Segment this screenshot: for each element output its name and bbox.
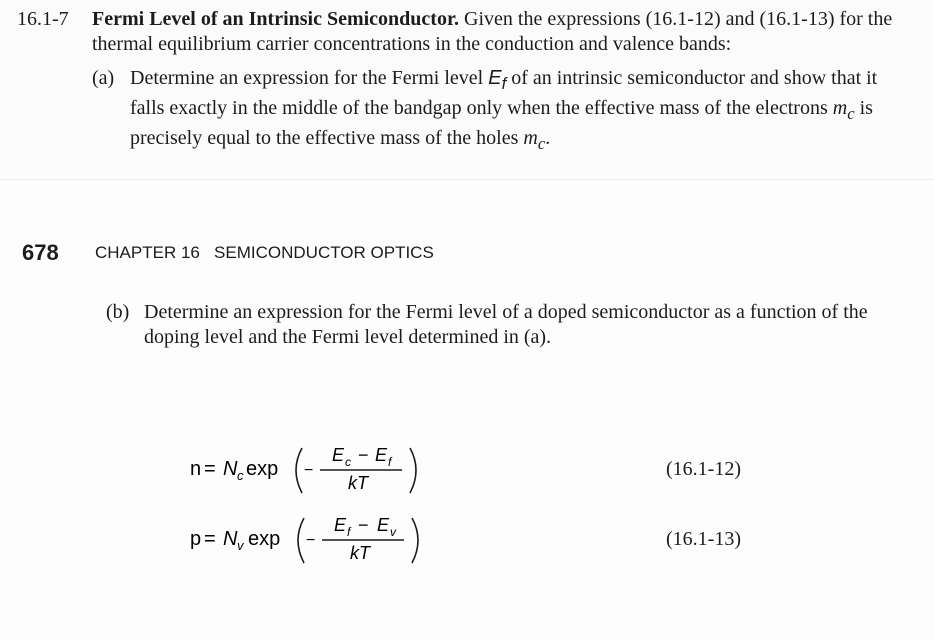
left-paren xyxy=(296,448,302,493)
eq-exp: exp xyxy=(246,458,279,480)
problem-intro: Given the expressions (16.1-12) and (16.1-13) for the thermal equilibrium carrier concentrations in the conduction and valence bands: xyxy=(92,8,893,55)
eq-prefactor: N xyxy=(223,528,238,550)
problem-title: Fermi Level of an Intrinsic Semiconductor. xyxy=(92,8,460,30)
page-number: 678 xyxy=(22,240,59,265)
eq-lhs: n xyxy=(190,458,202,480)
svg-text:v: v xyxy=(390,525,396,539)
eq-exp: exp xyxy=(248,528,281,550)
svg-text:f: f xyxy=(347,525,351,539)
svg-text:c: c xyxy=(345,455,351,469)
eq-minus: − xyxy=(304,462,314,479)
part-a-label: (a) xyxy=(92,67,115,89)
running-header xyxy=(95,243,434,263)
svg-text:E: E xyxy=(332,445,345,465)
part-b-text: Determine an expression for the Fermi level of a doped semiconductor as a function of the doping level and the Fermi level determined in (a). xyxy=(144,301,868,348)
svg-text:−: − xyxy=(358,445,369,465)
svg-text:c: c xyxy=(237,468,244,483)
part-a-text: Determine an expression for the Fermi level $E_f$ of an intrinsic semiconductor and show that it falls exactly in the middle of the bandgap only when the effective mass of the electrons $m_c$ is precisely equal to the effective mass of the holes $m_c$. xyxy=(130,67,878,153)
symbol-fermi-level: $E_f$ xyxy=(488,67,507,93)
eq-prefactor: N xyxy=(223,458,238,480)
problem-statement xyxy=(92,7,900,57)
svg-text:v: v xyxy=(237,538,244,553)
svg-text:E: E xyxy=(334,515,347,535)
eq-lhs: p xyxy=(190,528,202,550)
equation-number: (16.1-12) xyxy=(666,458,741,480)
eq-minus: − xyxy=(306,532,316,549)
symbol-hole-mass: $m_c$ xyxy=(523,127,546,153)
svg-text:−: − xyxy=(358,515,369,535)
chapter-label: CHAPTER 16 xyxy=(95,243,200,262)
symbol-electron-mass: $m_c$ xyxy=(832,97,855,123)
eq-equals: = xyxy=(204,458,216,480)
equation-number: (16.1-13) xyxy=(666,528,741,550)
equation-electron-concentration xyxy=(190,438,450,498)
svg-text:f: f xyxy=(388,455,392,469)
part-b xyxy=(106,300,912,350)
equation-hole-concentration xyxy=(190,508,450,568)
svg-text:E: E xyxy=(377,515,390,535)
chapter-title: SEMICONDUCTOR OPTICS xyxy=(214,243,434,262)
svg-text:kT: kT xyxy=(350,543,370,563)
part-a xyxy=(92,66,900,156)
part-b-label: (b) xyxy=(106,301,130,323)
problem-number: 16.1-7 xyxy=(17,8,69,30)
right-paren xyxy=(412,518,418,563)
svg-text:E: E xyxy=(375,445,388,465)
svg-text:kT: kT xyxy=(348,473,368,493)
right-paren xyxy=(410,448,416,493)
eq-equals: = xyxy=(204,528,216,550)
left-paren xyxy=(298,518,304,563)
